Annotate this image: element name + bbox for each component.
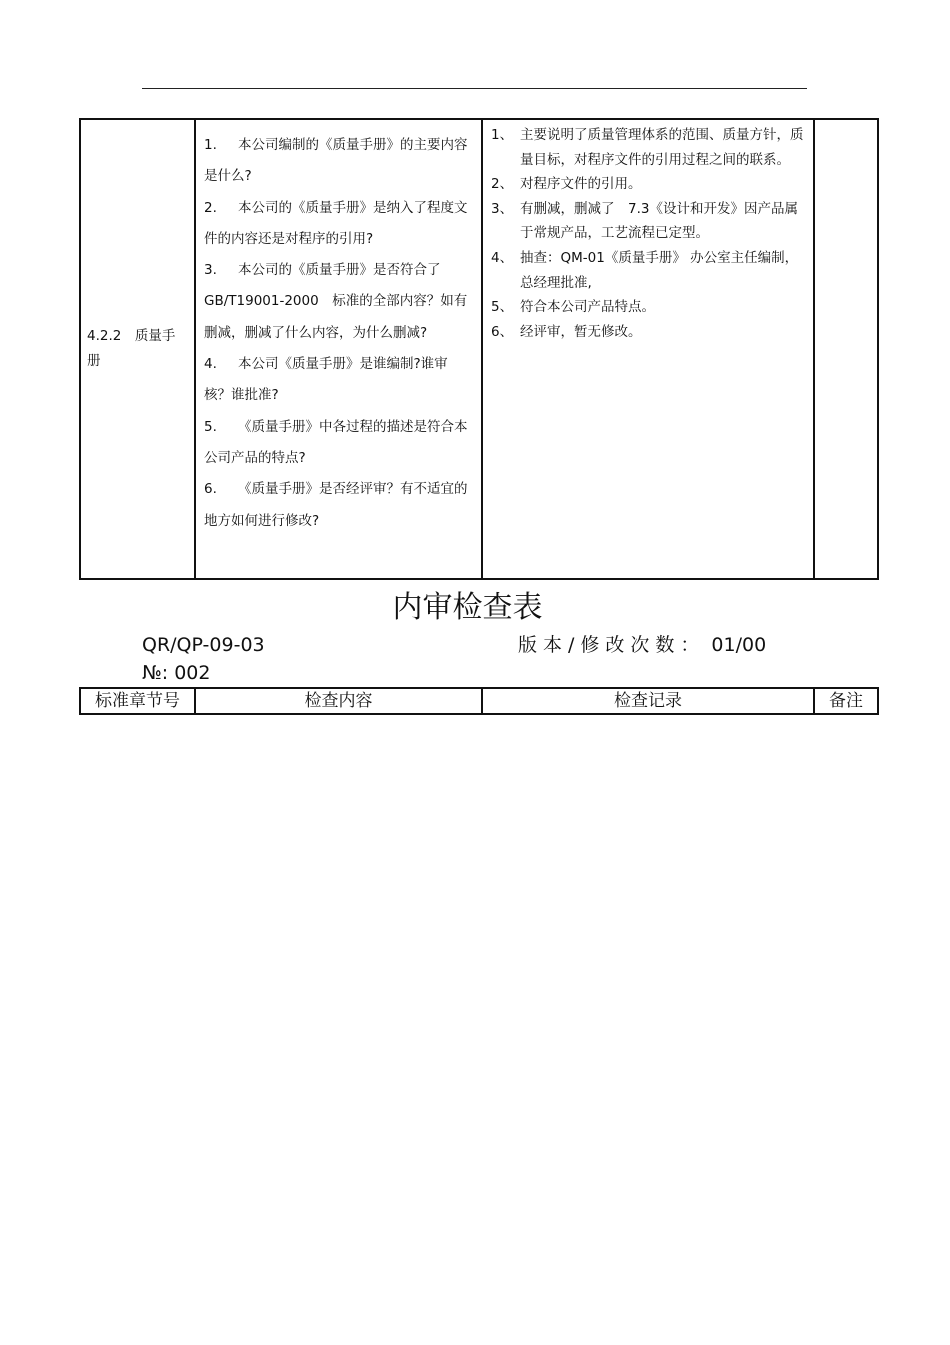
record-text: 对程序文件的引用。 [520, 176, 642, 193]
remark-cell [814, 119, 878, 579]
questions-list [196, 120, 481, 537]
record-text: 抽查：QM-01《质量手册》 办公室主任编制，总经理批准, [520, 249, 799, 291]
record-text: 有删减，删减了 7.3《设计和开发》因产品属于常规产品，工艺流程已定型。 [520, 200, 798, 242]
record-item [491, 197, 805, 246]
question-number: 6. [204, 481, 217, 498]
question-text: 本公司《质量手册》是谁编制?谁审核？谁批准? [204, 356, 448, 404]
question-item [204, 193, 473, 256]
record-text: 符合本公司产品特点。 [520, 299, 655, 316]
checklist-table [79, 118, 879, 580]
record-item [491, 172, 805, 197]
header-rule [142, 88, 807, 89]
record-item [491, 246, 805, 295]
question-text: 《质量手册》是否经评审？有不适宜的地方如何进行修改? [204, 481, 468, 529]
version-info [518, 632, 766, 658]
table-header-row [80, 688, 878, 714]
column-header: 标准章节号 [80, 688, 195, 714]
records-list [483, 120, 813, 344]
serial-number: №: 002 [142, 662, 211, 684]
page-title: 内审检查表 [392, 590, 543, 625]
record-number: 4、 [491, 249, 514, 266]
question-text: 《质量手册》中各过程的描述是符合本公司产品的特点? [204, 418, 468, 466]
question-number: 4. [204, 356, 217, 373]
record-number: 5、 [491, 299, 514, 316]
question-number: 3. [204, 262, 217, 279]
question-item [204, 474, 473, 537]
record-number: 2、 [491, 176, 514, 193]
question-item [204, 130, 473, 193]
table-row [80, 119, 878, 579]
question-item [204, 349, 473, 412]
version-value: 01/00 [711, 634, 767, 656]
record-text: 主要说明了质量管理体系的范围、质量方针，质量目标，对程序文件的引用过程之间的联系。 [520, 127, 804, 168]
records-cell [482, 119, 814, 579]
questions-cell [195, 119, 482, 579]
question-number: 5. [204, 418, 217, 435]
column-header: 检查内容 [195, 688, 482, 714]
version-label: 版本/修改次数： [518, 634, 706, 656]
record-number: 3、 [491, 200, 514, 217]
column-header: 检查记录 [482, 688, 814, 714]
record-text: 经评审，暂无修改。 [520, 323, 642, 340]
record-number: 6、 [491, 323, 514, 340]
question-number: 1. [204, 137, 217, 153]
question-text: 本公司的《质量手册》是纳入了程度文件的内容还是对程序的引用? [204, 199, 468, 247]
record-item [491, 320, 805, 345]
question-text: 本公司编制的《质量手册》的主要内容是什么? [204, 137, 468, 185]
header-table [79, 687, 879, 715]
question-text: 本公司的《质量手册》是否符合了 GB/T19001-2000 标准的全部内容？如有删减，删减了什么内容，为什么删减? [204, 262, 468, 341]
column-header: 备注 [814, 688, 878, 714]
section-cell [80, 119, 195, 579]
question-item [204, 255, 473, 349]
question-number: 2. [204, 199, 217, 216]
record-item [491, 123, 805, 172]
record-item [491, 295, 805, 320]
document-code: QR/QP-09-03 [142, 634, 265, 656]
section-label: 4.2.2 质量手册 [87, 328, 176, 369]
question-item [204, 412, 473, 475]
record-number: 1、 [491, 127, 514, 143]
